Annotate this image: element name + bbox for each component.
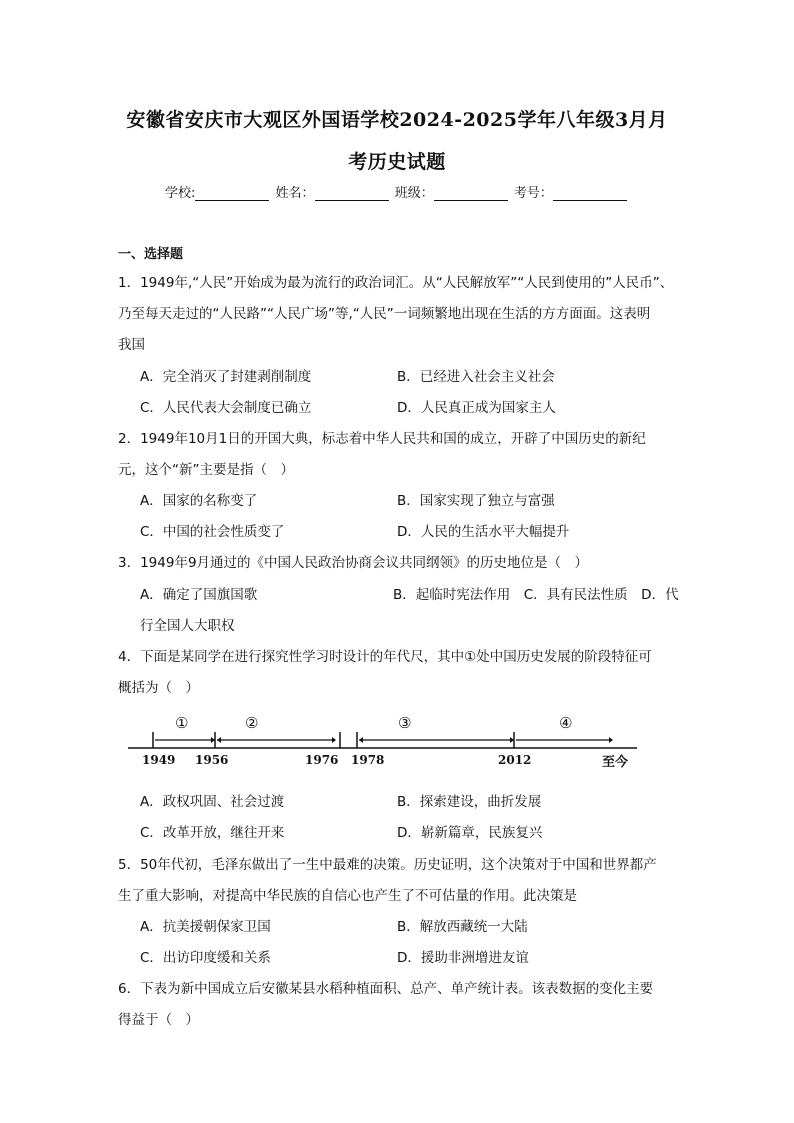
arrow-segment-4: [609, 737, 613, 743]
timeline-mark-1: ①: [175, 714, 189, 732]
q2-stem-line2: 元，这个“新”主要是指（ ）: [118, 462, 294, 478]
timeline-mark-2: ②: [245, 714, 259, 732]
class-label: 班级：: [394, 186, 434, 201]
q6-stem-line1: 6．下表为新中国成立后安徽某县水稻种植面积、总产、单产统计表。该表数据的变化主要: [118, 981, 654, 997]
q2-option-b[interactable]: B．国家实现了独立与富强: [397, 493, 555, 509]
q3-option-a[interactable]: A．确定了国旗国歌: [140, 587, 258, 603]
school-blank[interactable]: [195, 186, 269, 201]
q1-option-a[interactable]: A．完全消灭了封建剥削制度: [140, 369, 312, 385]
q5-option-c[interactable]: C．出访印度缓和关系: [140, 950, 271, 966]
q5-option-d[interactable]: D．援助非洲增进友谊: [397, 950, 529, 966]
timeline-mark-3: ③: [398, 714, 412, 732]
q3-options-bcd[interactable]: B．起临时宪法作用 C．具有民法性质 D．代: [393, 587, 679, 603]
q4-stem-line2: 概括为（ ）: [118, 680, 199, 696]
q4-stem-line1: 4．下面是某同学在进行探究性学习时设计的年代尺，其中①处中国历史发展的阶段特征可: [118, 649, 652, 665]
q4-option-a[interactable]: A．政权巩固、社会过渡: [140, 794, 285, 810]
timeline-mark-4: ④: [559, 714, 573, 732]
q4-option-c[interactable]: C．改革开放，继往开来: [140, 825, 285, 841]
q2-option-a[interactable]: A．国家的名称变了: [140, 493, 258, 509]
q3-stem-line1: 3．1949年9月通过的《中国人民政治协商会议共同纲领》的历史地位是（ ）: [118, 555, 589, 571]
timeline-now-label: 至今: [602, 755, 629, 770]
timeline-year-1978: 1978: [351, 753, 385, 767]
q1-stem-line2: 乃至每天走过的“人民路”“人民广场”等,“人民”一词频繁地出现在生活的方方面面。这表明: [118, 306, 651, 322]
section-heading: 一、选择题: [118, 247, 184, 262]
timeline-year-2012: 2012: [498, 753, 532, 767]
q4-option-b[interactable]: B．探索建设，曲折发展: [397, 794, 542, 810]
q2-stem-line1: 2．1949年10月1日的开国大典，标志着中华人民共和国的成立，开辟了中国历史的新纪: [118, 431, 646, 447]
q5-stem-line2: 生了重大影响，对提高中华民族的自信心也产生了不可估量的作用。此决策是: [118, 888, 577, 904]
number-label: 考号：: [513, 186, 553, 201]
q2-option-c[interactable]: C．中国的社会性质变了: [140, 524, 285, 540]
timeline-year-1956: 1956: [195, 753, 229, 767]
timeline-year-1949: 1949: [142, 753, 176, 767]
number-blank[interactable]: [553, 186, 627, 201]
exam-title-line1: 安徽省安庆市大观区外国语学校2024-2025学年八年级3月月: [126, 109, 668, 131]
timeline-year-1976: 1976: [305, 753, 339, 767]
class-blank[interactable]: [434, 186, 508, 201]
q1-option-b[interactable]: B．已经进入社会主义社会: [397, 369, 555, 385]
q1-option-d[interactable]: D．人民真正成为国家主人: [397, 400, 556, 416]
q1-option-c[interactable]: C．人民代表大会制度已确立: [140, 400, 312, 416]
q1-stem-line3: 我国: [118, 337, 145, 353]
q2-option-d[interactable]: D．人民的生活水平大幅提升: [397, 524, 570, 540]
q3-option-d-cont: 行全国人大职权: [140, 618, 235, 634]
q4-option-d[interactable]: D．崭新篇章，民族复兴: [397, 825, 543, 841]
exam-title-line2: 考历史试题: [348, 151, 446, 173]
q5-stem-line1: 5．50年代初，毛泽东做出了一生中最难的决策。历史证明，这个决策对于中国和世界都产: [118, 857, 657, 873]
name-label: 姓名：: [275, 186, 315, 201]
school-label: 学校:: [165, 186, 196, 201]
q5-option-b[interactable]: B．解放西藏统一大陆: [397, 919, 528, 935]
era-timeline: [125, 716, 645, 776]
name-blank[interactable]: [315, 186, 389, 201]
student-info-row: [165, 182, 629, 201]
q6-stem-line2: 得益于（ ）: [118, 1012, 199, 1028]
arrow-segment-2: [332, 737, 336, 743]
q1-stem-line1: 1．1949年,“人民”开始成为最为流行的政治词汇。从“人民解放军”“人民到使用的”人民币”、: [118, 275, 674, 291]
q5-option-a[interactable]: A．抗美援朝保家卫国: [140, 919, 271, 935]
